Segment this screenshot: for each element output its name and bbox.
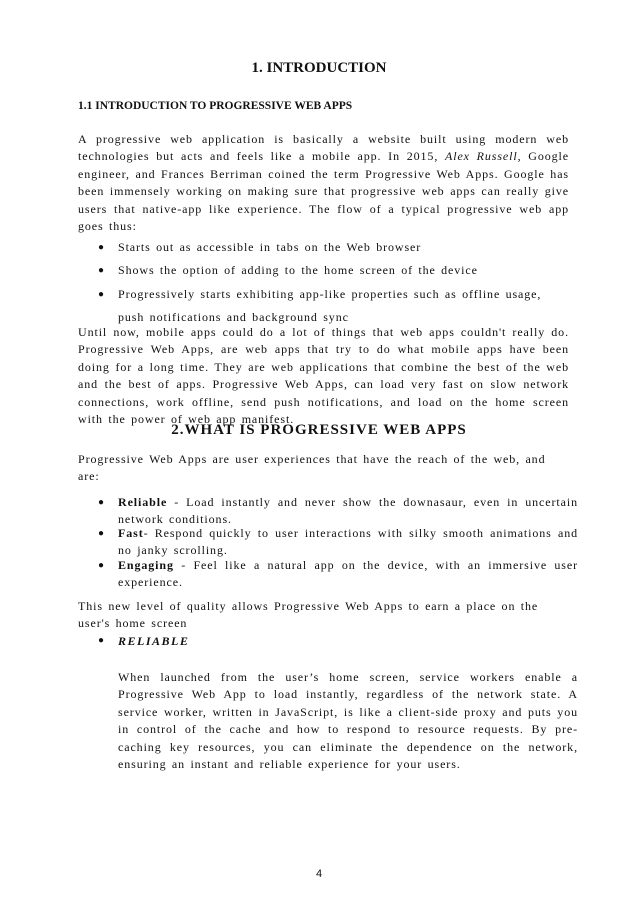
bullet-icon: ● <box>98 635 105 646</box>
reliable-heading-label: RELIABLE <box>118 634 190 648</box>
bullet-icon: ● <box>98 289 105 300</box>
intro-text-part1: A progressive web application is basically a website built using modern web technologies but acts and feels like a mobile app. In 2015, <box>78 132 569 164</box>
bullet-icon: ● <box>98 528 105 539</box>
feature-description: Load instantly and never show the downasaur, even in uncertain network conditions. <box>118 495 578 527</box>
new-level-paragraph: This new level of quality allows Progressive Web Apps to earn a place on the user's home screen <box>78 599 539 631</box>
page-number: 4 <box>315 868 323 880</box>
intro-paragraph <box>78 131 569 235</box>
intro-text-part2: , Google engineer, and Frances Berriman coined the term Progressive Web Apps. Google has been immensely working on making sure that progressive web apps can really give users that native-app like experience. The flow of a typical progressive web app goes thus: <box>78 149 570 234</box>
feature-term: Engaging <box>118 558 174 572</box>
section-2-title: 2.WHAT IS PROGRESSIVE WEB APPS <box>171 422 467 438</box>
feature-description: Respond quickly to user interactions with silky smooth animations and no janky scrolling. <box>118 526 578 558</box>
flow-item-text: Starts out as accessible in tabs on the Web browser <box>118 240 422 254</box>
bullet-icon: ● <box>98 560 105 571</box>
feature-term: Fast <box>118 526 144 540</box>
feature-separator: - <box>143 526 155 540</box>
section-1-title: 1. INTRODUCTION <box>251 60 387 76</box>
reliable-body-paragraph: When launched from the user’s home screen, service workers enable a Progressive Web App to load instantly, regardless of the network state. A service worker, written in JavaScript, is like a client-side proxy and puts you in control of the cache and how to respond to resource requests. By pre-caching key resources, you can eliminate the dependence on the network, ensuring an instant and reliable experience for your users. <box>118 670 578 772</box>
until-now-paragraph: Until now, mobile apps could do a lot of things that web apps couldn't really do. Progressive Web Apps, are web apps that try to do what mobile apps have been doing for a long time. They are web applications that combine the best of the web and the best of apps. Progressive Web Apps, can load very fast on slow network connections, work offline, send push notifications, and load on the home screen with the power of web app manifest. <box>78 325 569 427</box>
feature-term: Reliable <box>118 495 168 509</box>
intro-author-name: Alex Russell <box>444 149 518 164</box>
flow-item-continuation: push notifications and background sync <box>118 310 349 324</box>
section-2-intro: Progressive Web Apps are user experiences that have the reach of the web, and are: <box>78 452 546 484</box>
feature-separator: - <box>167 495 187 509</box>
bullet-icon: ● <box>98 497 105 508</box>
flow-item-text: Progressively starts exhibiting app-like properties such as offline usage, <box>118 287 542 301</box>
bullet-icon: ● <box>98 242 105 253</box>
subsection-1-1-title: 1.1 INTRODUCTION TO PROGRESSIVE WEB APPS <box>78 100 353 112</box>
feature-description: Feel like a natural app on the device, with an immersive user experience. <box>118 558 578 590</box>
feature-separator: - <box>173 558 194 572</box>
bullet-icon: ● <box>98 265 105 276</box>
flow-item-text: Shows the option of adding to the home screen of the device <box>118 263 478 277</box>
